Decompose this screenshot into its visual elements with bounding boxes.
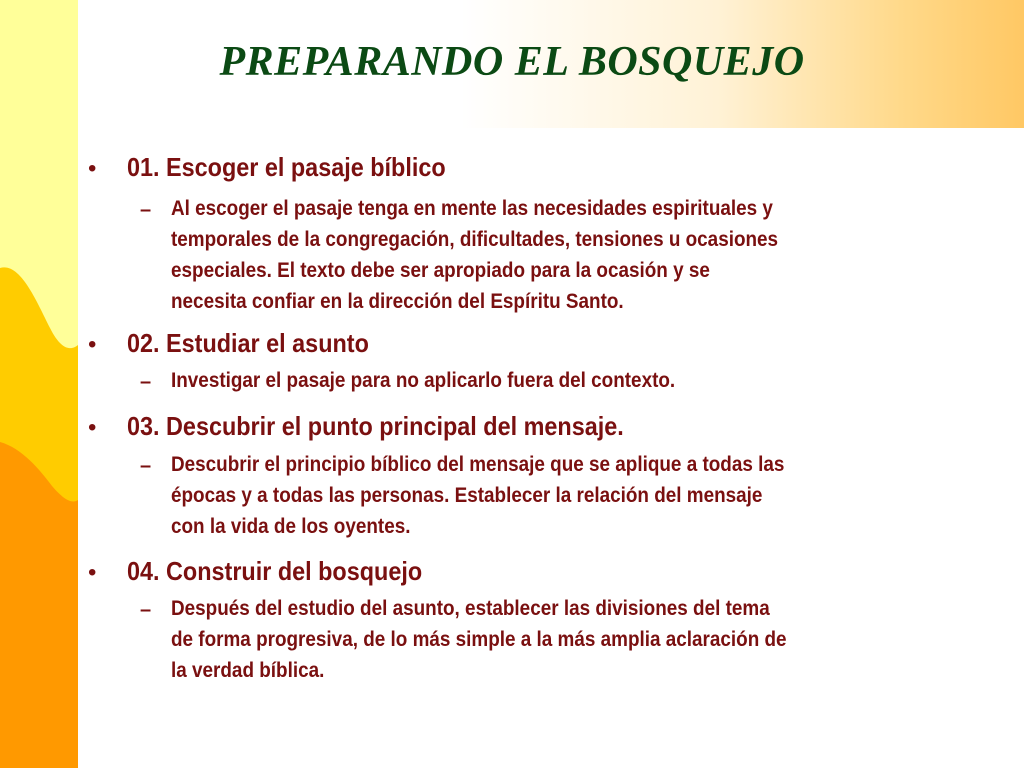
sub-text-line: con la vida de los oyentes. [171,515,411,538]
sub-text-line: especiales. El texto debe ser apropiado para la ocasión y se [171,259,710,282]
bullet-marker: • [88,559,97,586]
bullet-heading-02: 02. Estudiar el asunto [127,328,369,358]
sub-text-line: la verdad bíblica. [171,659,325,682]
bullet-marker: • [88,414,97,441]
bullet-heading-01: 01. Escoger el pasaje bíblico [127,152,446,182]
sub-text-line: Descubrir el principio bíblico del mensaje que se aplique a todas las [171,453,785,476]
dash-marker: – [140,599,152,621]
sub-text-line: Después del estudio del asunto, establecer las divisiones del tema [171,597,770,620]
sub-text-line: temporales de la congregación, dificultades, tensiones u ocasiones [171,228,779,251]
sub-text-line: necesita confiar en la dirección del Espíritu Santo. [171,290,624,313]
dash-marker: – [140,371,152,393]
sub-text-line: Al escoger el pasaje tenga en mente las necesidades espirituales y [171,197,773,220]
dash-marker: – [140,455,152,477]
bullet-heading-03: 03. Descubrir el punto principal del mensaje. [127,411,624,441]
slide-title: PREPARANDO EL BOSQUEJO [219,39,805,85]
bullet-marker: • [88,331,97,358]
bullet-heading-04: 04. Construir del bosquejo [127,556,423,586]
sub-text-line: Investigar el pasaje para no aplicarlo fuera del contexto. [171,369,676,392]
bullet-marker: • [88,155,97,182]
sub-text-line: de forma progresiva, de lo más simple a la más amplia aclaración de [171,628,787,651]
dash-marker: – [140,199,152,221]
sub-text-line: épocas y a todas las personas. Establecer la relación del mensaje [171,484,763,507]
